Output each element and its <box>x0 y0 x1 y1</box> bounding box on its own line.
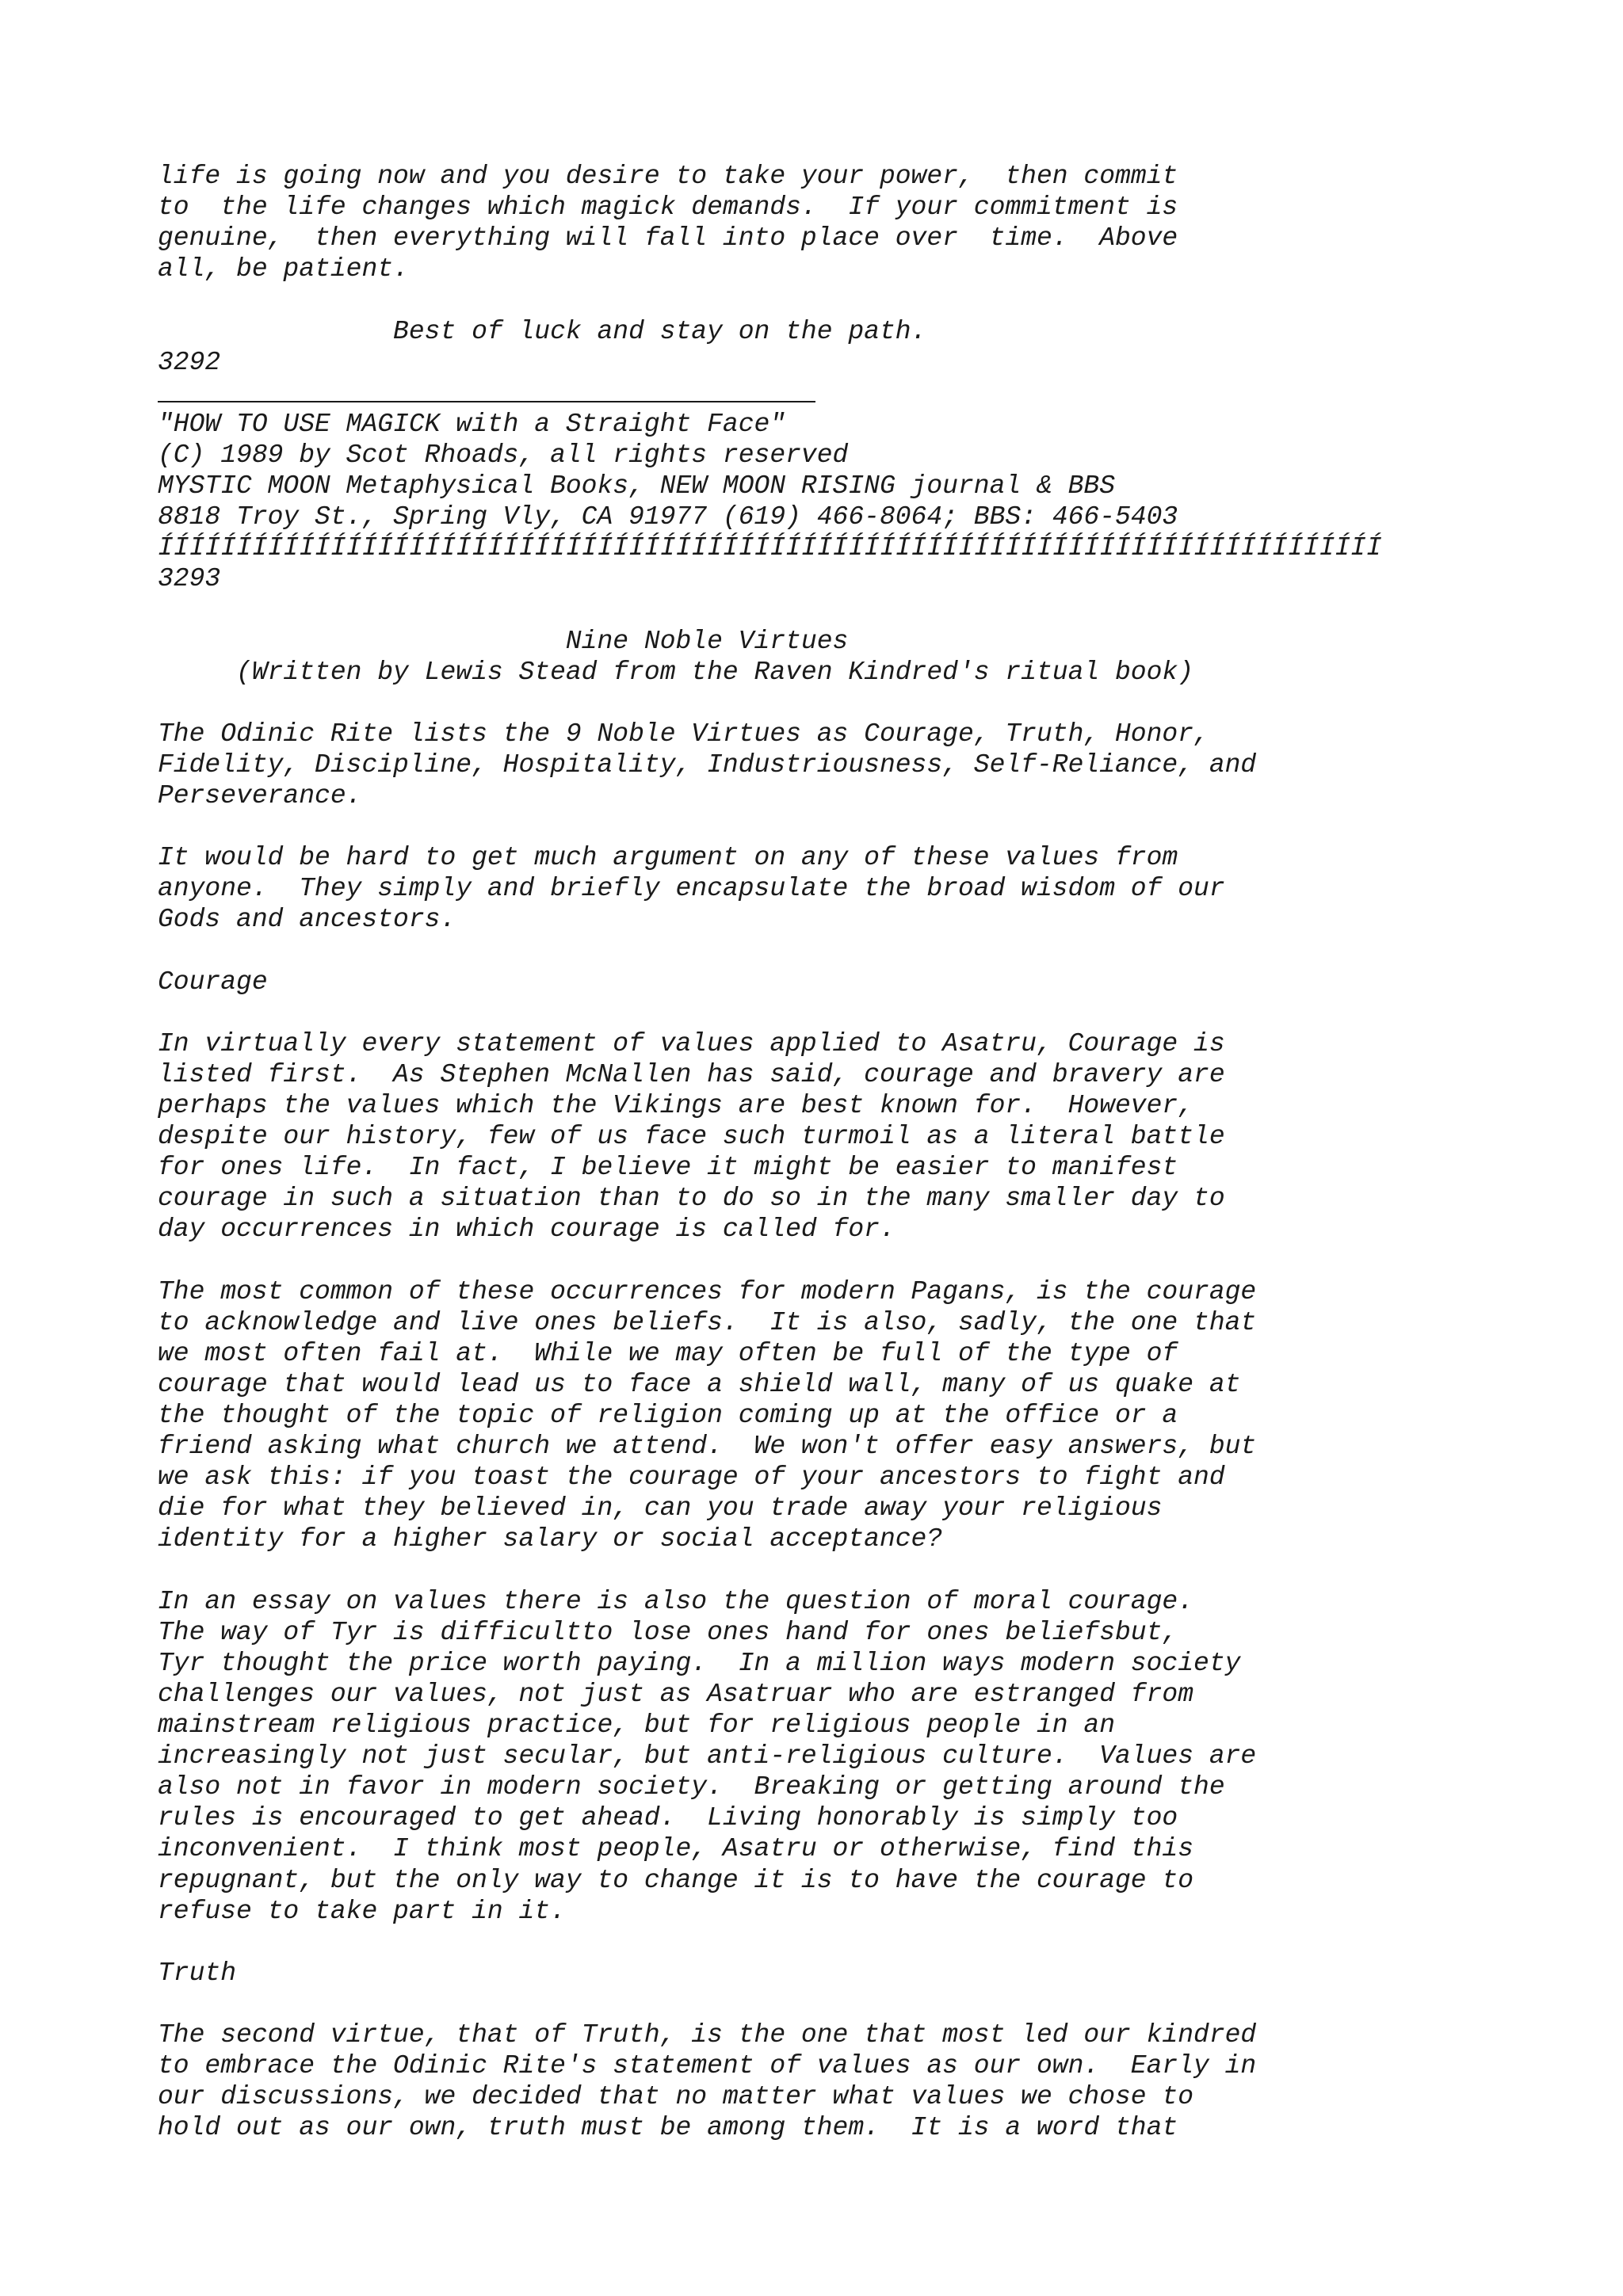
text-line: courage in such a situation than to do so in the many smaller day to <box>158 1184 1225 1214</box>
text-line: The way of Tyr is difficultto lose ones hand for ones beliefsbut, <box>158 1617 1178 1647</box>
text-line: inconvenient. I think most people, Asatru or otherwise, find this <box>158 1834 1194 1864</box>
text-line: friend asking what church we attend. We won't offer easy answers, but <box>158 1432 1257 1462</box>
text-line: to embrace the Odinic Rite's statement of values as our own. Early in <box>158 2051 1257 2081</box>
text-line: perhaps the values which the Vikings are best known for. However, <box>158 1091 1194 1120</box>
text-line: anyone. They simply and briefly encapsulate the broad wisdom of our <box>158 874 1225 904</box>
text-line: Fidelity, Discipline, Hospitality, Industriousness, Self-Reliance, and <box>158 749 1257 780</box>
text-line: rules is encouraged to get ahead. Living honorably is simply too <box>158 1803 1178 1833</box>
text-line: also not in favor in modern society. Breaking or getting around the <box>158 1772 1225 1802</box>
text-line: for ones life. In fact, I believe it might be easier to manifest <box>158 1153 1178 1183</box>
text-line: 3292 <box>158 347 221 377</box>
text-line: In an essay on values there is also the question of moral courage. <box>158 1586 1194 1616</box>
text-line: 8818 Troy St., Spring Vly, CA 91977 (619) 466-8064; BBS: 466-5403 <box>158 502 1178 532</box>
text-line: Nine Noble Virtues <box>158 626 849 656</box>
text-line: to acknowledge and live ones beliefs. It is also, sadly, the one that <box>158 1307 1257 1337</box>
text-line: mainstream religious practice, but for religious people in an <box>158 1711 1115 1740</box>
text-line: hold out as our own, truth must be among them. It is a word that <box>158 2113 1178 2143</box>
text-line: we ask this: if you toast the courage of your ancestors to fight and <box>158 1463 1225 1493</box>
text-line: we most often fail at. While we may often be full of the type of <box>158 1338 1178 1368</box>
text-line: refuse to take part in it. <box>158 1896 566 1926</box>
text-line: life is going now and you desire to take your power, then commit <box>158 162 1178 191</box>
text-line: courage that would lead us to face a shield wall, many of us quake at <box>158 1369 1241 1399</box>
text-line: the thought of the topic of religion coming up at the office or a <box>158 1401 1178 1430</box>
text-line: It would be hard to get much argument on any of these values from <box>158 843 1178 873</box>
text-line: increasingly not just secular, but anti-religious culture. Values are <box>158 1741 1257 1772</box>
text-line: The second virtue, that of Truth, is the one that most led our kindred <box>158 2020 1257 2050</box>
text-line: all, be patient. <box>158 254 409 284</box>
text-line: day occurrences in which courage is called for. <box>158 1215 896 1245</box>
text-line: challenges our values, not just as Asatruar who are estranged from <box>158 1679 1194 1709</box>
text-line: Best of luck and stay on the path. <box>158 316 927 346</box>
text-line: MYSTIC MOON Metaphysical Books, NEW MOON RISING journal & BBS <box>158 471 1115 501</box>
text-line: identity for a higher salary or social acceptance? <box>158 1524 943 1554</box>
text-line: (Written by Lewis Stead from the Raven Kindred's ritual book) <box>158 657 1194 687</box>
text-line: to the life changes which magick demands. If your commitment is <box>158 193 1178 223</box>
text-line: listed first. As Stephen McNallen has said, courage and bravery are <box>158 1059 1225 1089</box>
text-line: The most common of these occurrences for modern Pagans, is the courage <box>158 1276 1257 1306</box>
text-line: (C) 1989 by Scot Rhoads, all rights reserved <box>158 440 849 470</box>
text-line: Courage <box>158 967 268 997</box>
text-line: genuine, then everything will fall into place over time. Above <box>158 223 1178 254</box>
horizontal-rule <box>158 401 815 402</box>
text-line: die for what they believed in, can you trade away your religious <box>158 1493 1163 1524</box>
text-line: "HOW TO USE MAGICK with a Straight Face" <box>158 409 786 439</box>
text-line: The Odinic Rite lists the 9 Noble Virtues as Courage, Truth, Honor, <box>158 719 1209 749</box>
text-line: Gods and ancestors. <box>158 905 456 935</box>
text-line: 3293 <box>158 564 221 594</box>
text-line: despite our history, few of us face such turmoil as a literal battle <box>158 1122 1225 1152</box>
text-line: ÍÍÍÍÍÍÍÍÍÍÍÍÍÍÍÍÍÍÍÍÍÍÍÍÍÍÍÍÍÍÍÍÍÍÍÍÍÍÍÍÍÍÍÍÍÍÍÍÍÍÍÍÍÍÍÍÍÍÍÍÍÍÍÍÍÍÍÍÍÍÍÍÍÍÍÍÍÍ <box>158 533 1382 563</box>
text-line: Truth <box>158 1958 237 1988</box>
text-line: Tyr thought the price worth paying. In a million ways modern society <box>158 1648 1241 1678</box>
text-line: our discussions, we decided that no matter what values we chose to <box>158 2082 1194 2112</box>
text-line: Perseverance. <box>158 781 362 810</box>
text-line: In virtually every statement of values applied to Asatru, Courage is <box>158 1028 1225 1058</box>
text-line: repugnant, but the only way to change it is to have the courage to <box>158 1865 1194 1895</box>
